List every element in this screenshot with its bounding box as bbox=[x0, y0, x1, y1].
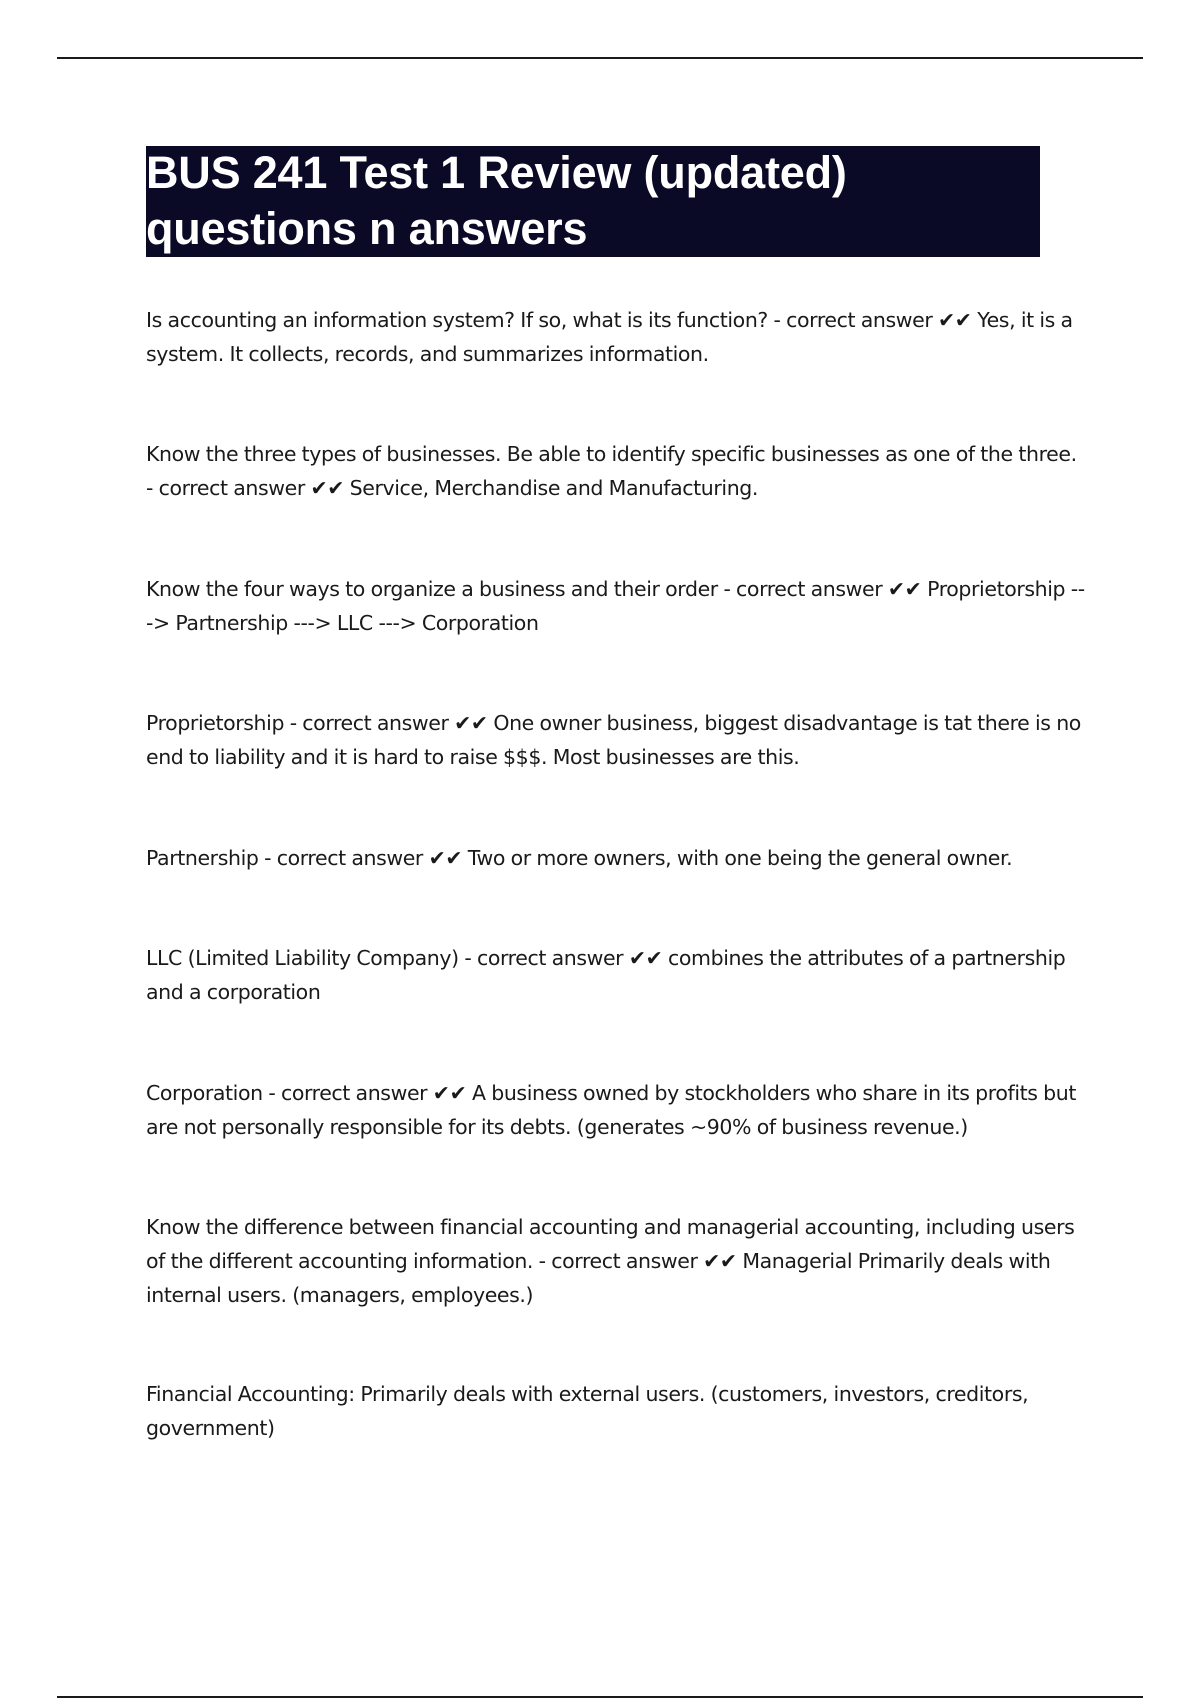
qa-item bbox=[146, 437, 1086, 505]
answer-marker: - correct answer ✔✔ bbox=[538, 1249, 737, 1273]
question-text: Corporation bbox=[146, 1081, 263, 1105]
answer-text: One owner business, biggest disadvantage is tat there is no end to liability and it is hard to raise $$$. Most businesses are this. bbox=[146, 711, 1081, 769]
answer-text: Service, Merchandise and Manufacturing. bbox=[349, 476, 759, 500]
answer-marker: - correct answer ✔✔ bbox=[464, 946, 663, 970]
qa-item bbox=[146, 706, 1086, 774]
answer-marker: - correct answer ✔✔ bbox=[723, 577, 922, 601]
answer-marker: - correct answer ✔✔ bbox=[146, 476, 345, 500]
question-text: Partnership bbox=[146, 846, 259, 870]
answer-text: Proprietorship ---> Partnership ---> LLC ---> Corporation bbox=[146, 577, 1085, 635]
answer-text: combines the attributes of a partnership and a corporation bbox=[146, 946, 1066, 1004]
answer-text: Managerial Primarily deals with internal users. (managers, employees.) bbox=[146, 1249, 1051, 1307]
answer-marker: - correct answer ✔✔ bbox=[773, 308, 972, 332]
answer-marker: - correct answer ✔✔ bbox=[289, 711, 488, 735]
header-rule bbox=[57, 57, 1143, 59]
qa-item bbox=[146, 1210, 1086, 1312]
question-text: Know the four ways to organize a business and their order bbox=[146, 577, 718, 601]
answer-marker: - correct answer ✔✔ bbox=[268, 1081, 467, 1105]
answer-text: Yes, it is a system. It collects, records, and summarizes information. bbox=[146, 308, 1073, 366]
answer-marker: - correct answer ✔✔ bbox=[264, 846, 463, 870]
qa-item bbox=[146, 841, 1086, 875]
qa-item bbox=[146, 941, 1086, 1009]
qa-item bbox=[146, 303, 1086, 371]
footer-rule bbox=[57, 1696, 1143, 1698]
question-text: Proprietorship bbox=[146, 711, 285, 735]
document-title: BUS 241 Test 1 Review (updated) questions n answers bbox=[146, 147, 847, 254]
question-text: Know the difference between financial accounting and managerial accounting, including users of the different accounting information. bbox=[146, 1215, 1075, 1273]
title-banner bbox=[146, 146, 1040, 257]
closing-paragraph: Financial Accounting: Primarily deals with external users. (customers, investors, creditors, government) bbox=[146, 1382, 1029, 1440]
question-text: Is accounting an information system? If so, what is its function? bbox=[146, 308, 768, 332]
question-text: LLC (Limited Liability Company) bbox=[146, 946, 459, 970]
qa-item bbox=[146, 572, 1086, 640]
answer-text: Two or more owners, with one being the general owner. bbox=[467, 846, 1013, 870]
answer-text: A business owned by stockholders who share in its profits but are not personally responsible for its debts. (generates ~90% of business revenue.) bbox=[146, 1081, 1076, 1139]
qa-item bbox=[146, 1076, 1086, 1144]
question-text: Know the three types of businesses. Be able to identify specific businesses as one of the three. bbox=[146, 442, 1077, 466]
